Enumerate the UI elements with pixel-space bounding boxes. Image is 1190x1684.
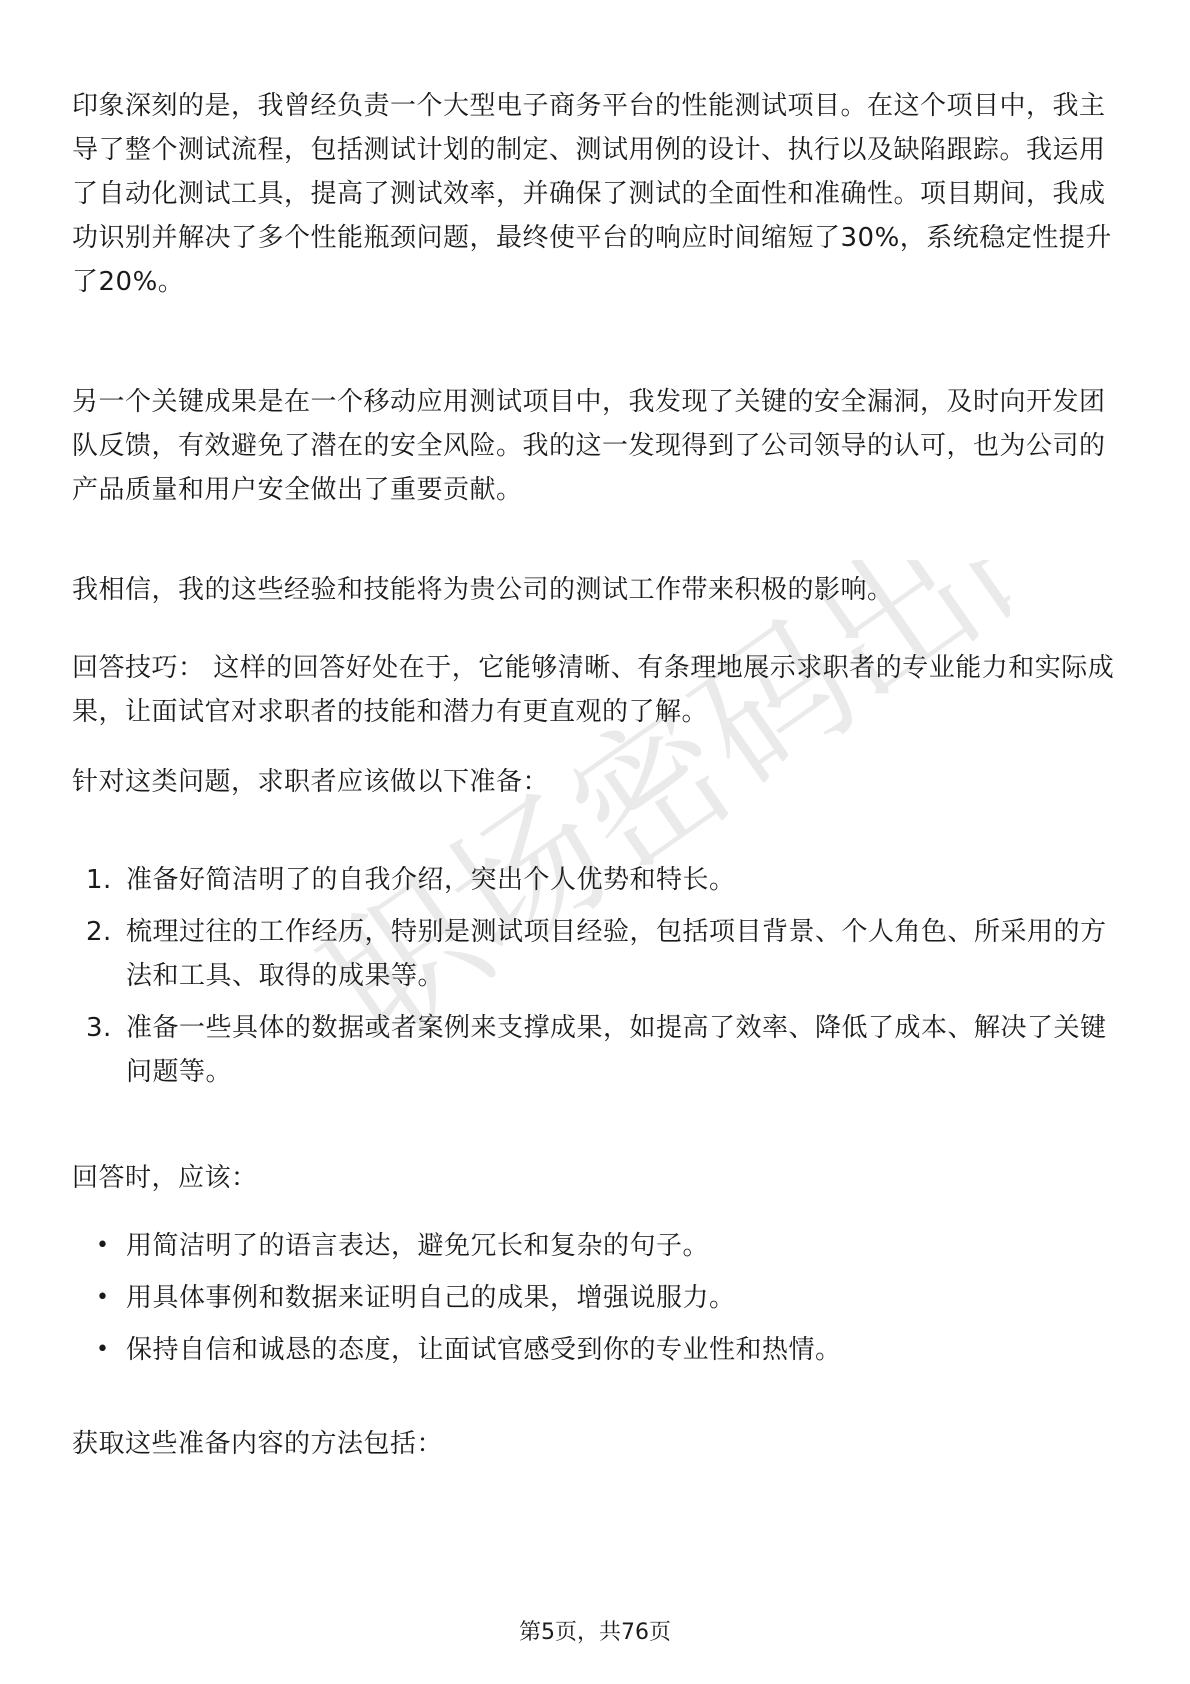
list-item (72, 1328, 1122, 1372)
list-item (72, 1276, 1122, 1320)
svg-text:职场密码出品: 职场密码出品 (295, 560, 1010, 1078)
bullet-marker: • (96, 1337, 110, 1362)
list-number: 1. (86, 865, 112, 895)
list-item (72, 1224, 1122, 1268)
paragraph-belief: 我相信，我的这些经验和技能将为贵公司的测试工作带来积极的影响。 (72, 575, 894, 605)
list-item-text: 用具体事例和数据来证明自己的成果，增强说服力。 (126, 1283, 736, 1313)
list-item (72, 910, 1122, 998)
paragraph-project-achievement: 印象深刻的是，我曾经负责一个大型电子商务平台的性能测试项目。在这个项目中，我主导了整个测试流程，包括测试计划的制定、测试用例的设计、执行以及缺陷跟踪。我运用了自动化测试工具，提高了测试效率，并确保了测试的全面性和准确性。项目期间，我成功识别并解决了多个性能瓶颈问题，最终使平台的响应时间缩短了30%，系统稳定性提升了20%。 (72, 91, 1112, 297)
list-item-text: 准备一些具体的数据或者案例来支撑成果，如提高了效率、降低了成本、解决了关键问题等。 (126, 1013, 1107, 1087)
bullet-marker: • (96, 1285, 110, 1310)
bullet-answer-list (72, 1224, 1122, 1380)
paragraph-answer-tips: 回答技巧： 这样的回答好处在于，它能够清晰、有条理地展示求职者的专业能力和实际成果，让面试官对求职者的技能和潜力有更直观的了解。 (72, 653, 1115, 727)
list-item-text: 用简洁明了的语言表达，避免冗长和复杂的句子。 (126, 1231, 710, 1261)
paragraph-methods-intro: 获取这些准备内容的方法包括： (72, 1429, 444, 1459)
list-item-text: 准备好简洁明了的自我介绍，突出个人优势和特长。 (126, 865, 736, 895)
paragraph-preparation-intro: 针对这类问题，求职者应该做以下准备： (72, 767, 550, 797)
list-item-text: 保持自信和诚恳的态度，让面试官感受到你的专业性和热情。 (126, 1335, 842, 1365)
list-number: 3. (86, 1013, 112, 1043)
list-item (72, 858, 1122, 902)
page-number: 第5页，共76页 (519, 1620, 671, 1645)
list-item-text: 梳理过往的工作经历，特别是测试项目经验，包括项目背景、个人角色、所采用的方法和工具、取得的成果等。 (126, 917, 1107, 991)
list-item (72, 1006, 1122, 1094)
bullet-marker: • (96, 1233, 110, 1258)
paragraph-security-finding: 另一个关键成果是在一个移动应用测试项目中，我发现了关键的安全漏洞，及时向开发团队反馈，有效避免了潜在的安全风险。我的这一发现得到了公司领导的认可，也为公司的产品质量和用户安全做出了重要贡献。 (72, 387, 1106, 505)
paragraph-when-answering: 回答时，应该： (72, 1163, 258, 1193)
numbered-preparation-list (72, 858, 1122, 1102)
list-number: 2. (86, 917, 112, 947)
